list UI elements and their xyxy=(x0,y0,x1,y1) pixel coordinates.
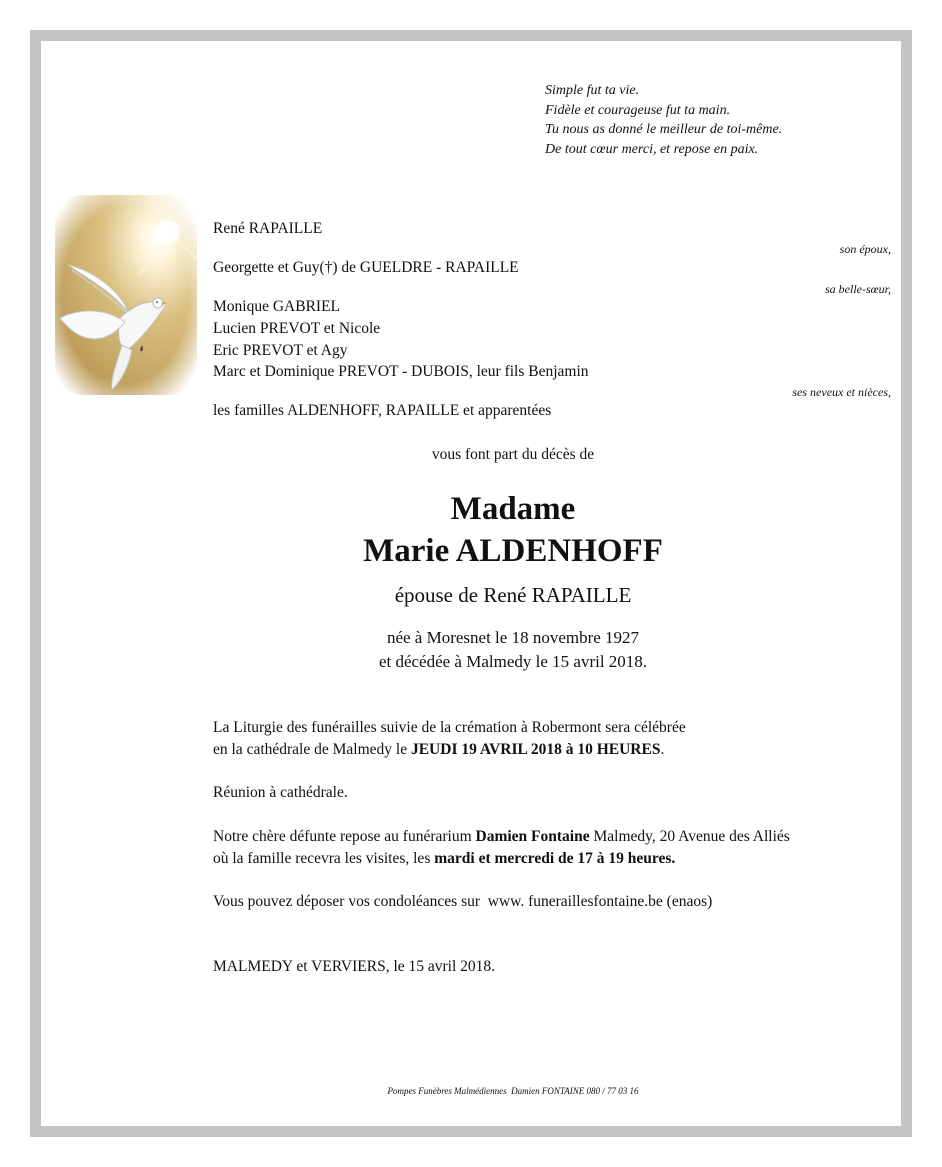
liturgy-line1: La Liturgie des funérailles suivie de la crémation à Robermont sera célébrée xyxy=(213,719,686,736)
spouse-name: René RAPAILLE xyxy=(213,220,323,237)
spouse-relation: son époux, xyxy=(839,242,891,256)
rest-line2 xyxy=(213,848,790,870)
birth-line: née à Moresnet le 18 novembre 1927 xyxy=(386,628,640,647)
nephew-name: Monique GABRIEL xyxy=(213,298,341,315)
funeral-home-name: Damien Fontaine xyxy=(475,828,590,845)
liturgy-paragraph xyxy=(213,717,686,761)
dove-image xyxy=(50,190,200,400)
sister-in-law-name: Georgette et Guy(†) de GUELDRE - RAPAILLE xyxy=(213,259,519,276)
family-list xyxy=(213,0,891,430)
poem-line: De tout cœur merci, et repose en paix. xyxy=(545,141,759,157)
birth-death-dates xyxy=(213,626,813,674)
visiting-hours: mardi et mercredi de 17 à 19 heures. xyxy=(434,850,676,867)
reunion-line: Réunion à cathédrale. xyxy=(213,784,348,801)
rest-line1 xyxy=(213,826,790,848)
nephew-name: Eric PREVOT et Agy xyxy=(213,342,348,359)
place-date: MALMEDY et VERVIERS, le 15 avril 2018. xyxy=(213,958,496,975)
nephew-name: Lucien PREVOT et Nicole xyxy=(213,320,381,337)
rest-paragraph xyxy=(213,826,790,870)
liturgy-line2-suffix: . xyxy=(660,741,665,758)
death-line: et décédée à Malmedy le 15 avril 2018. xyxy=(378,652,648,671)
rest-line1-suffix: Malmedy, 20 Avenue des Alliés xyxy=(589,828,790,845)
liturgy-line2-prefix: en la cathédrale de Malmedy le xyxy=(213,741,411,758)
dove-icon xyxy=(50,190,200,400)
condolences-line: Vous pouvez déposer vos condoléances sur www. funeraillesfontaine.be (enaos) xyxy=(213,893,713,910)
deceased-name: Marie ALDENHOFF xyxy=(363,533,663,569)
liturgy-line2 xyxy=(213,739,686,761)
rest-line1-prefix: Notre chère défunte repose au funérarium xyxy=(213,828,476,845)
families-line: les familles ALDENHOFF, RAPAILLE et apparentées xyxy=(213,402,552,419)
spouse-of: épouse de René RAPAILLE xyxy=(394,583,632,607)
nephew-name: Marc et Dominique PREVOT - DUBOIS, leur fils Benjamin xyxy=(213,363,589,380)
rest-line2-prefix: où la famille recevra les visites, les xyxy=(213,850,435,867)
funeral-datetime: JEUDI 19 AVRIL 2018 à 10 HEURES xyxy=(410,741,661,758)
deceased-title: Madame xyxy=(450,491,576,527)
announcement-intro: vous font part du décès de xyxy=(431,446,595,463)
nephews-relation: ses neveux et nièces, xyxy=(792,385,891,399)
poem-line: Simple fut ta vie. xyxy=(545,83,640,98)
poem-line: Fidèle et courageuse fut ta main. xyxy=(545,102,731,118)
poem-line: Tu nous as donné le meilleur de toi-même. xyxy=(545,122,783,137)
sister-in-law-relation: sa belle-sœur, xyxy=(825,282,891,296)
footer-credit: Pompes Funèbres Malmédiennes Damien FONTAINE 080 / 77 03 16 xyxy=(387,1086,639,1096)
